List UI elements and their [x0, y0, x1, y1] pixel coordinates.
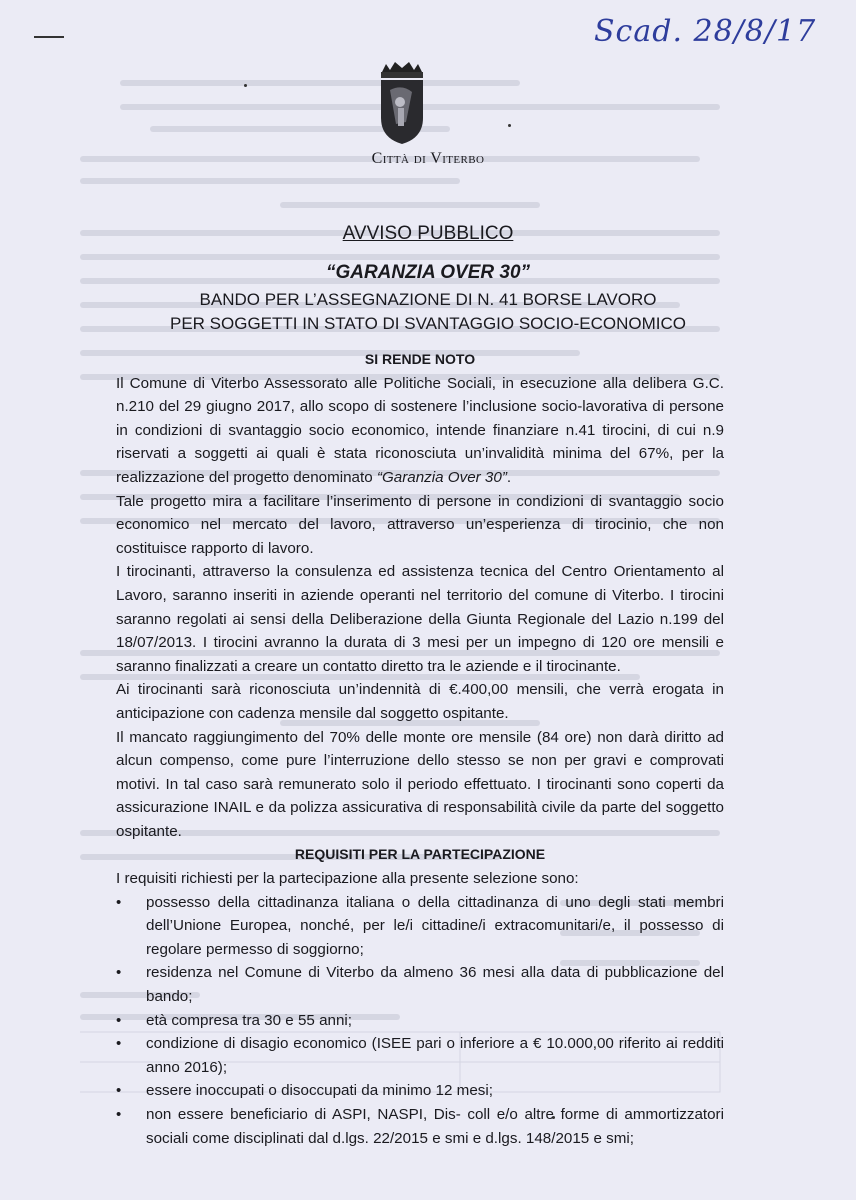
paragraph-project-aim: Tale progetto mira a facilitare l’inserimento di persone in condizioni di svantaggio socio economico nel mercato del lavoro, attraverso un’esperienza di tirocinio, che non costituisce rapporto di lavoro. — [116, 492, 724, 557]
project-name: “Garanzia Over 30” — [376, 468, 507, 486]
list-item: • residenza nel Comune di Viterbo da almeno 36 mesi alla data di pubblicazione del bando; — [116, 961, 724, 1008]
speck — [508, 124, 511, 127]
city-crest-icon — [376, 62, 428, 146]
bullet-icon: • — [116, 893, 122, 911]
bullet-icon: • — [116, 1082, 122, 1100]
paragraph-intro — [116, 372, 724, 490]
notice-body — [116, 348, 724, 1150]
paragraph-allowance: Ai tirocinanti sarà riconosciuta un’indennità di €.400,00 mensili, che verrà erogata in anticipazione con cadenza mensile dal soggetto ospitante. — [116, 681, 724, 722]
list-item: • condizione di disagio economico (ISEE pari o inferiore a € 10.000,00 riferito ai redditi anno 2016); — [116, 1032, 724, 1079]
handwritten-annotation: Scad. 28/8/17 — [594, 14, 817, 49]
paragraph-internships: I tirocinanti, attraverso la consulenza ed assistenza tecnica del Centro Orientamento al Lavoro, saranno inseriti in aziende operanti nel territorio del comune di Viterbo. I tirocini saranno regolati ai sensi della Deliberazione della Giunta Regionale del Lazio n.199 del 18/07/2013. I tirocini avranno la durata di 3 mesi per un impegno di 120 ore mensili e saranno finalizzati a creare un contatto diretto tra le aziende e il tirocinante. — [116, 563, 724, 675]
section-heading-requisiti: REQUISITI PER LA PARTECIPAZIONE — [294, 846, 546, 863]
paragraph-intro-text: Il Comune di Viterbo Assessorato alle Politiche Sociali, in esecuzione alla delibera G.C. n.210 del 29 giugno 2017, allo scopo di sostenere l’inclusione socio-lavorativa di persone in condizioni di svantaggio socio economico, intende finanziare n.41 tirocini, di cui n.9 riservati a soggetti ai quali è stata riconosciuta un’invalidità minima del 67%, per la realizzazione del progetto denominato — [116, 374, 724, 486]
notice-title: AVVISO PUBBLICO — [342, 223, 514, 244]
paragraph-intro-end: . — [506, 468, 512, 486]
list-item: • possesso della cittadinanza italiana o della cittadinanza di uno degli stati membri dell’Unione Europea, nonché, per le/i cittadine/i extracomunitari/e, il possesso di regolare permesso di soggiorno; — [116, 891, 724, 962]
bullet-icon: • — [116, 1035, 122, 1053]
margin-dash-mark — [34, 36, 64, 38]
speck — [244, 84, 247, 87]
notice-heading-line-1: BANDO PER L’ASSEGNAZIONE DI N. 41 BORSE LAVORO — [199, 290, 657, 309]
list-item: • non essere beneficiario di ASPI, NASPI, Dis- coll e/o altre forme di ammortizzatori sociali come disciplinati dal d.lgs. 22/2015 e smi e d.lgs. 148/2015 e smi; — [116, 1103, 724, 1150]
paragraph-conditions: Il mancato raggiungimento del 70% delle monte ore mensile (84 ore) non darà diritto ad alcun compenso, come pure l’interruzione dello stesso se non per gravi e comprovati motivi. In tal caso sarà remunerato solo il periodo effettuato. I tirocinanti sono coperti da assicurazione INAIL e da polizza assicurativa di responsabilità civile da parte del soggetto ospitante. — [116, 728, 724, 840]
bullet-icon: • — [116, 1011, 122, 1029]
list-item: • età compresa tra 30 e 55 anni; — [116, 1009, 724, 1033]
notice-subtitle: “GARANZIA OVER 30” — [325, 262, 531, 283]
paragraph-requisiti-intro: I requisiti richiesti per la partecipazione alla presente selezione sono: — [116, 870, 579, 888]
section-heading-si-rende-noto: SI RENDE NOTO — [364, 351, 476, 367]
bullet-icon: • — [116, 1106, 122, 1123]
requirements-list — [116, 891, 724, 1151]
city-name: Città di Viterbo — [371, 150, 485, 167]
list-item: • essere inoccupati o disoccupati da minimo 12 mesi; — [116, 1079, 724, 1103]
bullet-icon: • — [116, 964, 122, 982]
notice-heading-line-2: PER SOGGETTI IN STATO DI SVANTAGGIO SOCIO-ECONOMICO — [169, 314, 687, 333]
